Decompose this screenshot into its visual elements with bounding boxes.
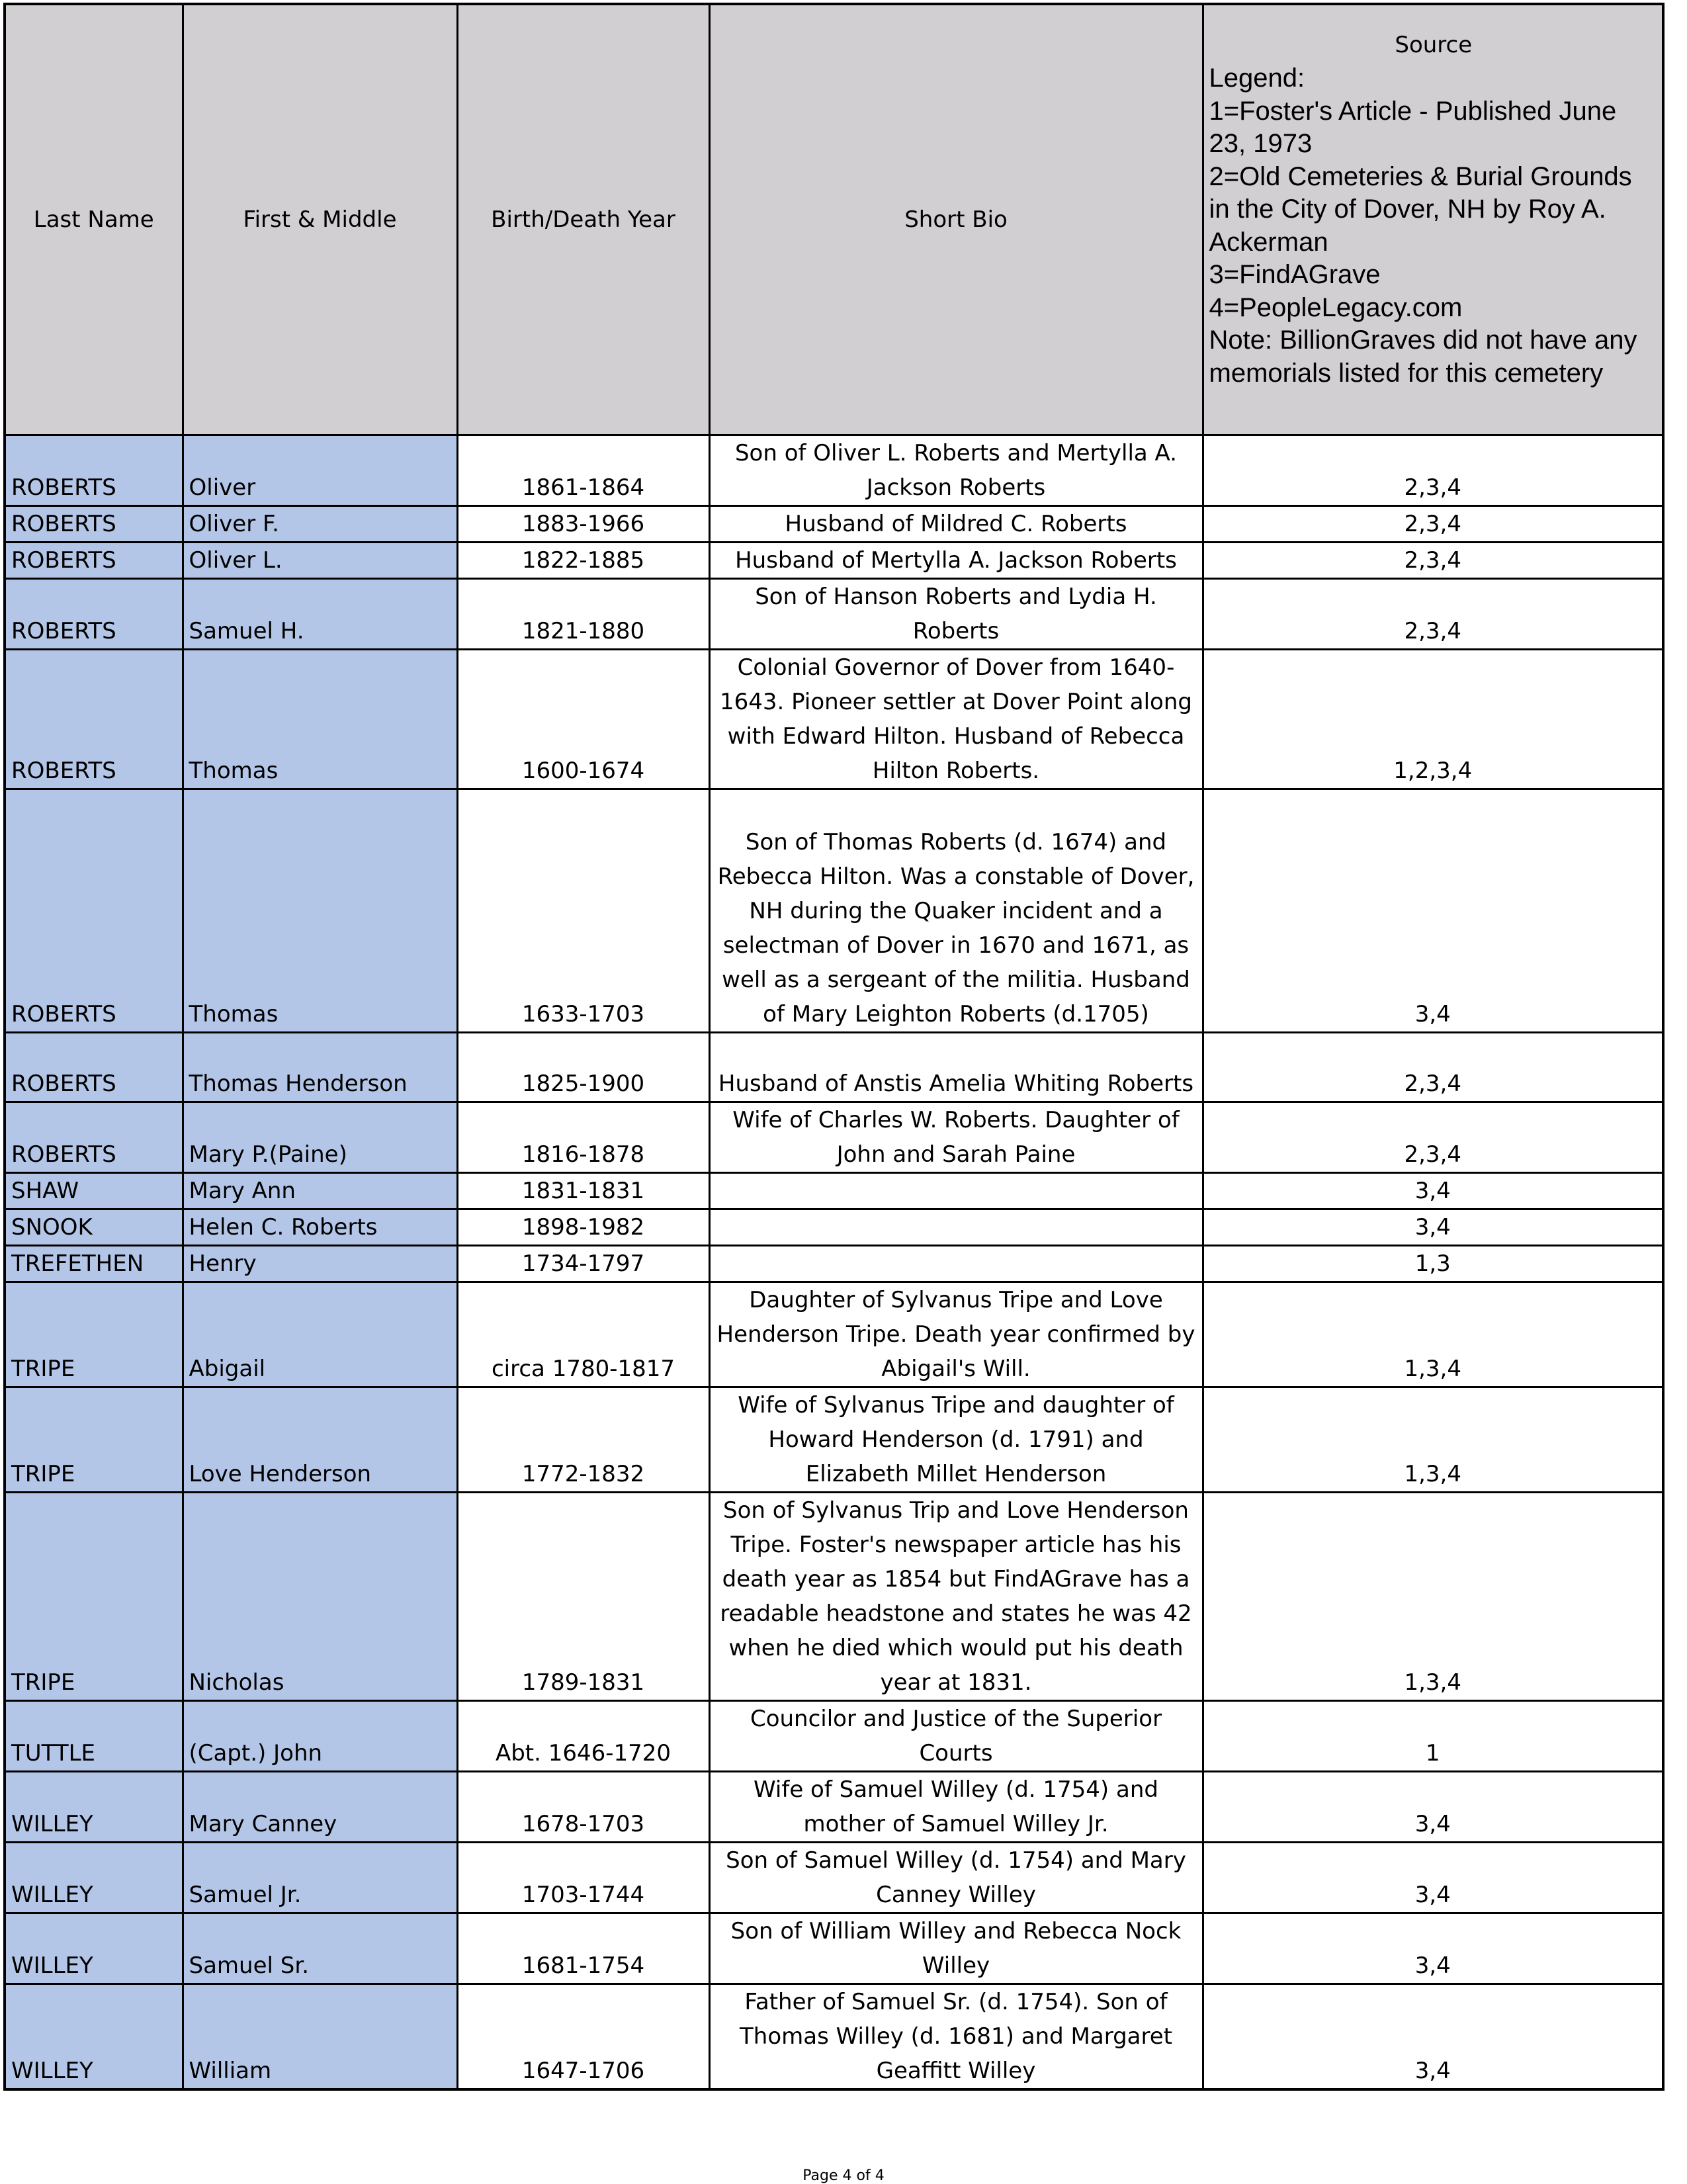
source-cell: 3,4 [1203, 1984, 1663, 2090]
short-bio-cell [709, 1246, 1203, 1282]
birth-death-year-cell: 1678-1703 [457, 1772, 709, 1843]
birth-death-year-cell: 1861-1864 [457, 435, 709, 506]
first-middle-cell: Oliver F. [183, 506, 457, 543]
birth-death-year-cell: 1703-1744 [457, 1843, 709, 1913]
legend-line: 4=PeopleLegacy.com [1209, 292, 1463, 322]
last-name-cell: WILLEY [5, 1843, 183, 1913]
first-middle-cell: Samuel H. [183, 579, 457, 650]
first-middle-cell: Love Henderson [183, 1387, 457, 1493]
table-row [5, 1173, 1663, 1209]
short-bio-cell: Wife of Samuel Willey (d. 1754) and mother of Samuel Willey Jr. [709, 1772, 1203, 1843]
birth-death-year-cell: 1647-1706 [457, 1984, 709, 2090]
first-middle-cell: Samuel Sr. [183, 1913, 457, 1984]
source-cell: 3,4 [1203, 1209, 1663, 1246]
source-cell: 2,3,4 [1203, 579, 1663, 650]
table-row [5, 789, 1663, 1033]
source-cell: 1,2,3,4 [1203, 650, 1663, 789]
birth-death-year-cell: 1600-1674 [457, 650, 709, 789]
legend-line: 1=Foster's Article - Published June 23, 1973 [1209, 96, 1617, 158]
source-cell: 1,3 [1203, 1246, 1663, 1282]
birth-death-year-cell: 1633-1703 [457, 789, 709, 1033]
table-row [5, 1493, 1663, 1701]
short-bio-cell: Wife of Charles W. Roberts. Daughter of John and Sarah Paine [709, 1102, 1203, 1173]
birth-death-year-cell: 1772-1832 [457, 1387, 709, 1493]
short-bio-cell: Husband of Mildred C. Roberts [709, 506, 1203, 543]
short-bio-cell: Father of Samuel Sr. (d. 1754). Son of Thomas Willey (d. 1681) and Margaret Geaffitt Willey [709, 1984, 1203, 2090]
birth-death-year-cell: 1821-1880 [457, 579, 709, 650]
last-name-cell: SNOOK [5, 1209, 183, 1246]
short-bio-cell [709, 1173, 1203, 1209]
last-name-cell: ROBERTS [5, 579, 183, 650]
first-middle-cell: William [183, 1984, 457, 2090]
last-name-cell: TREFETHEN [5, 1246, 183, 1282]
cemetery-records-table [3, 3, 1665, 2091]
source-cell: 1,3,4 [1203, 1282, 1663, 1387]
short-bio-cell: Husband of Mertylla A. Jackson Roberts [709, 543, 1203, 579]
first-middle-cell: Oliver L. [183, 543, 457, 579]
birth-death-year-cell: 1825-1900 [457, 1033, 709, 1102]
first-middle-cell: Nicholas [183, 1493, 457, 1701]
source-cell: 2,3,4 [1203, 1102, 1663, 1173]
source-cell: 3,4 [1203, 789, 1663, 1033]
last-name-cell: ROBERTS [5, 506, 183, 543]
birth-death-year-cell: 1831-1831 [457, 1173, 709, 1209]
table-row [5, 506, 1663, 543]
legend-line: 2=Old Cemeteries & Burial Grounds in the City of Dover, NH by Roy A. Ackerman [1209, 161, 1632, 257]
table-row [5, 1701, 1663, 1772]
header-source [1203, 4, 1663, 435]
first-middle-cell: Henry [183, 1246, 457, 1282]
birth-death-year-cell: 1816-1878 [457, 1102, 709, 1173]
first-middle-cell: Mary Canney [183, 1772, 457, 1843]
last-name-cell: ROBERTS [5, 1102, 183, 1173]
short-bio-cell: Colonial Governor of Dover from 1640-1643. Pioneer settler at Dover Point along with Edward Hilton. Husband of Rebecca Hilton Roberts. [709, 650, 1203, 789]
short-bio-cell: Son of Sylvanus Trip and Love Henderson Tripe. Foster's newspaper article has his death year as 1854 but FindAGrave has a readable headstone and states he was 42 when he died which would put his death year at 1831. [709, 1493, 1203, 1701]
source-cell: 1,3,4 [1203, 1387, 1663, 1493]
last-name-cell: ROBERTS [5, 543, 183, 579]
source-cell: 2,3,4 [1203, 435, 1663, 506]
last-name-cell: TRIPE [5, 1387, 183, 1493]
first-middle-cell: Thomas [183, 650, 457, 789]
table-row [5, 435, 1663, 506]
source-cell: 1 [1203, 1701, 1663, 1772]
table-row [5, 579, 1663, 650]
last-name-cell: ROBERTS [5, 650, 183, 789]
last-name-cell: WILLEY [5, 1984, 183, 2090]
last-name-cell: WILLEY [5, 1772, 183, 1843]
short-bio-cell: Daughter of Sylvanus Tripe and Love Henderson Tripe. Death year confirmed by Abigail's Will. [709, 1282, 1203, 1387]
source-cell: 2,3,4 [1203, 1033, 1663, 1102]
source-legend [1209, 62, 1659, 390]
last-name-cell: TUTTLE [5, 1701, 183, 1772]
first-middle-cell: Helen C. Roberts [183, 1209, 457, 1246]
table-row [5, 1033, 1663, 1102]
first-middle-cell: Thomas [183, 789, 457, 1033]
last-name-cell: TRIPE [5, 1282, 183, 1387]
short-bio-cell [709, 1209, 1203, 1246]
table-row [5, 1387, 1663, 1493]
last-name-cell: SHAW [5, 1173, 183, 1209]
legend-line: 3=FindAGrave [1209, 260, 1381, 289]
birth-death-year-cell: circa 1780-1817 [457, 1282, 709, 1387]
table-row [5, 650, 1663, 789]
source-cell: 2,3,4 [1203, 506, 1663, 543]
birth-death-year-cell: 1681-1754 [457, 1913, 709, 1984]
header-birth-death-year: Birth/Death Year [457, 4, 709, 435]
table-row [5, 1209, 1663, 1246]
header-last-name: Last Name [5, 4, 183, 435]
source-cell: 2,3,4 [1203, 543, 1663, 579]
source-cell: 3,4 [1203, 1173, 1663, 1209]
first-middle-cell: Thomas Henderson [183, 1033, 457, 1102]
birth-death-year-cell: 1734-1797 [457, 1246, 709, 1282]
table-row [5, 1843, 1663, 1913]
first-middle-cell: Samuel Jr. [183, 1843, 457, 1913]
birth-death-year-cell: 1898-1982 [457, 1209, 709, 1246]
short-bio-cell: Son of Oliver L. Roberts and Mertylla A. Jackson Roberts [709, 435, 1203, 506]
header-row [5, 4, 1663, 435]
legend-note: Note: BillionGraves did not have any memorials listed for this cemetery [1209, 326, 1637, 388]
first-middle-cell: Mary P.(Paine) [183, 1102, 457, 1173]
birth-death-year-cell: Abt. 1646-1720 [457, 1701, 709, 1772]
short-bio-cell: Son of William Willey and Rebecca Nock Willey [709, 1913, 1203, 1984]
last-name-cell: WILLEY [5, 1913, 183, 1984]
source-cell: 3,4 [1203, 1772, 1663, 1843]
table-row [5, 1984, 1663, 2090]
source-title: Source [1395, 32, 1473, 58]
first-middle-cell: Mary Ann [183, 1173, 457, 1209]
table-row [5, 1246, 1663, 1282]
first-middle-cell: (Capt.) John [183, 1701, 457, 1772]
short-bio-cell: Son of Samuel Willey (d. 1754) and Mary Canney Willey [709, 1843, 1203, 1913]
table-row [5, 1772, 1663, 1843]
last-name-cell: ROBERTS [5, 789, 183, 1033]
source-cell: 3,4 [1203, 1913, 1663, 1984]
legend-line: Legend: [1209, 64, 1305, 93]
last-name-cell: ROBERTS [5, 1033, 183, 1102]
last-name-cell: ROBERTS [5, 435, 183, 506]
table-body [5, 435, 1663, 2090]
short-bio-cell: Husband of Anstis Amelia Whiting Roberts [709, 1033, 1203, 1102]
source-cell: 3,4 [1203, 1843, 1663, 1913]
short-bio-cell: Wife of Sylvanus Tripe and daughter of Howard Henderson (d. 1791) and Elizabeth Millet Henderson [709, 1387, 1203, 1493]
short-bio-cell: Councilor and Justice of the Superior Courts [709, 1701, 1203, 1772]
table-row [5, 1913, 1663, 1984]
birth-death-year-cell: 1789-1831 [457, 1493, 709, 1701]
birth-death-year-cell: 1883-1966 [457, 506, 709, 543]
header-first-middle: First & Middle [183, 4, 457, 435]
header-short-bio: Short Bio [709, 4, 1203, 435]
table-row [5, 543, 1663, 579]
birth-death-year-cell: 1822-1885 [457, 543, 709, 579]
last-name-cell: TRIPE [5, 1493, 183, 1701]
table-row [5, 1102, 1663, 1173]
table-row [5, 1282, 1663, 1387]
first-middle-cell: Abigail [183, 1282, 457, 1387]
page-number: Page 4 of 4 [802, 2167, 885, 2184]
short-bio-cell: Son of Hanson Roberts and Lydia H. Roberts [709, 579, 1203, 650]
source-cell: 1,3,4 [1203, 1493, 1663, 1701]
short-bio-cell: Son of Thomas Roberts (d. 1674) and Rebecca Hilton. Was a constable of Dover, NH during the Quaker incident and a selectman of Dover in 1670 and 1671, as well as a sergeant of the militia. Husband of Mary Leighton Roberts (d.1705) [709, 789, 1203, 1033]
first-middle-cell: Oliver [183, 435, 457, 506]
